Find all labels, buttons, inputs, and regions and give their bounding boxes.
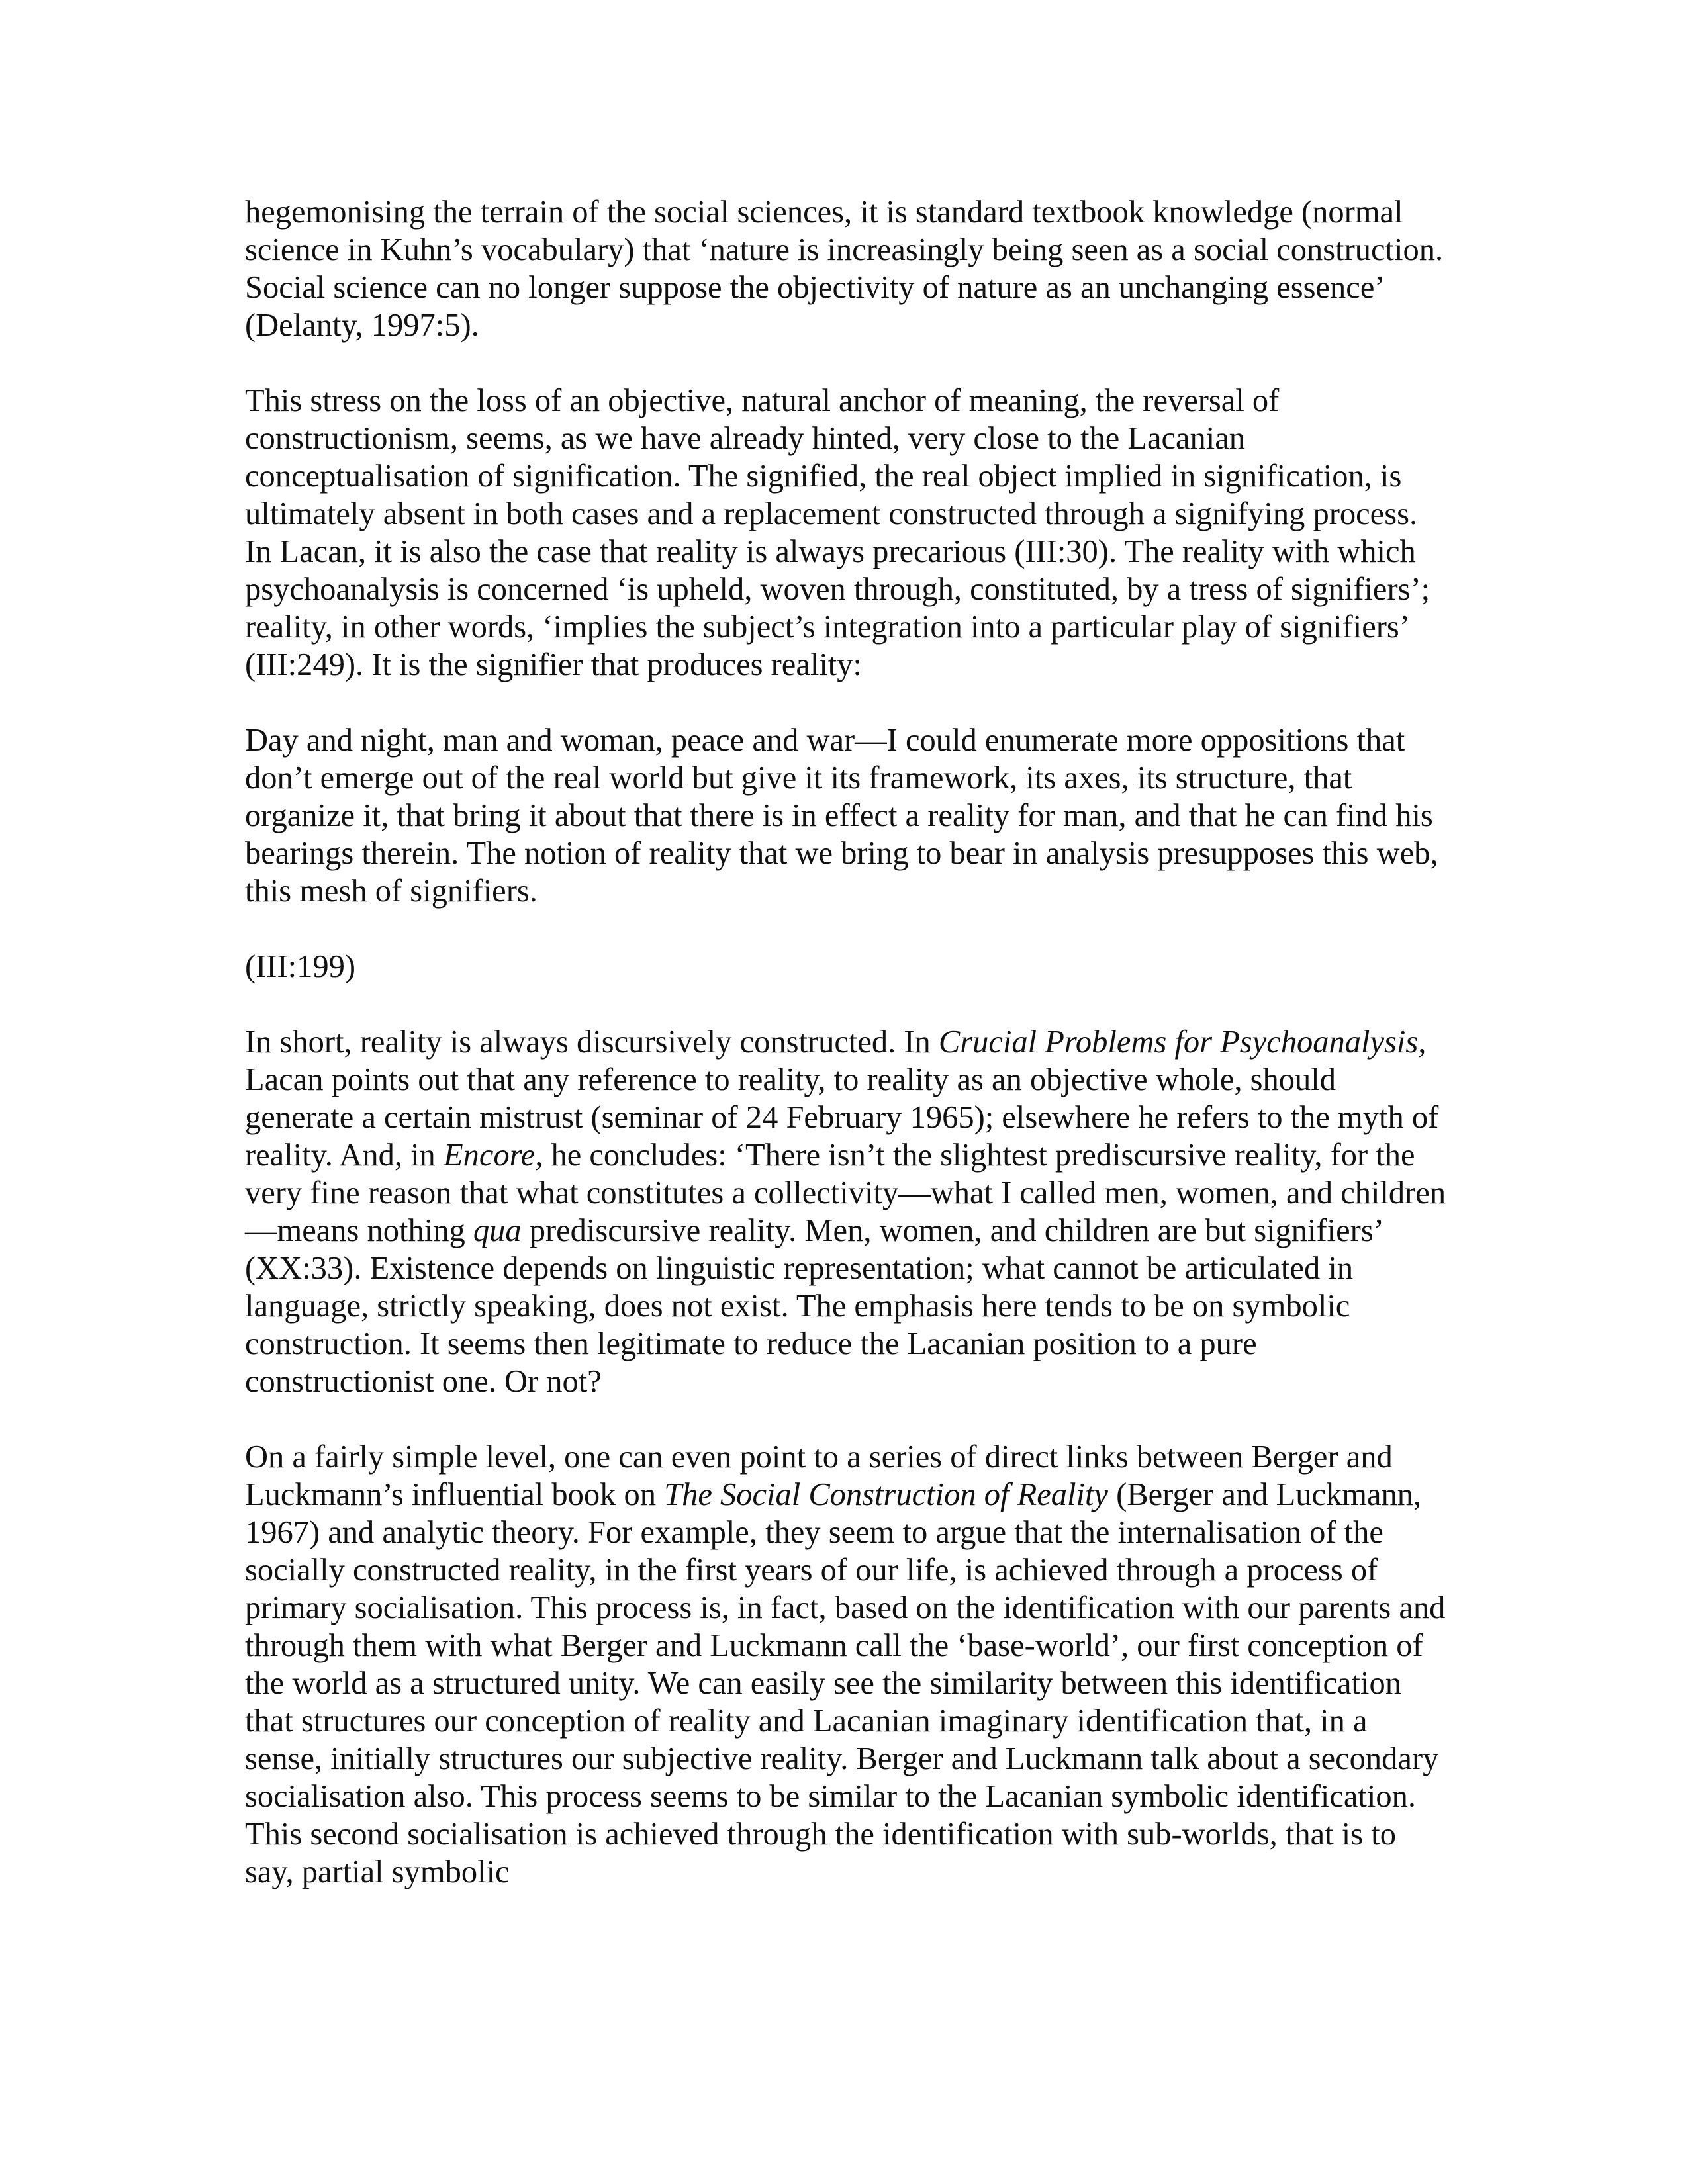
text-span: This stress on the loss of an objective, natural anchor of meaning, the reversal of constructionism, seems, as we have already hinted, very close to the Lacanian conceptualisation of signification. The signified, the real object implied in signification, is ultimately absent in both cases and a replacement constructed through a signifying process. In Lacan, it is also the case that reality is always precarious (III:30). The reality with which psychoanalysis is concerned ‘is upheld, woven through, constituted, by a tress of signifiers’; reality, in other words, ‘implies the subject’s integration into a particular play of signifiers’ (III:249). It is the signifier that produces reality:	[245, 383, 1430, 682]
block-quote	[245, 721, 1450, 910]
text-span: he concludes: ‘There isn’t the slightest prediscursive reality, for the very fine reason that what constitutes a collectivity—what I called men, women, and children—means nothing	[245, 1138, 1446, 1248]
text-span: prediscursive reality. Men, women, and children are but signifiers’ (XX:33). Existence depends on linguistic representation; what cannot be articulated in language, strictly speaking, does not exist. The emphasis here tends to be on symbolic construction. It seems then legitimate to reduce the Lacanian position to a pure constructionist one. Or not?	[245, 1213, 1382, 1399]
text-span: Lacan points out that any reference to reality, to reality as an objective whole, should generate a certain mistrust (seminar of 24 February 1965); elsewhere he refers to the myth of reality. And, in	[245, 1062, 1439, 1173]
citation-text: (III:199)	[245, 949, 355, 984]
paragraph-1	[245, 193, 1450, 344]
paragraph-2	[245, 382, 1450, 684]
paragraph-3	[245, 1023, 1450, 1400]
text-span: hegemonising the terrain of the social sciences, it is standard textbook knowledge (normal science in Kuhn’s vocabulary) that ‘nature is increasingly being seen as a social construction. Social science can no longer suppose the objectivity of nature as an unchanging essence’ (Delanty, 1997:5).	[245, 195, 1444, 343]
text-span: In short, reality is always discursively constructed. In	[245, 1024, 939, 1060]
text-span: On a fairly simple level, one can even point to a series of direct links between Berger and Luckmann’s influential book on	[245, 1439, 1393, 1512]
document-page	[245, 193, 1450, 1929]
quote-text: Day and night, man and woman, peace and war—I could enumerate more oppositions that don’t emerge out of the real world but give it its framework, its axes, its structure, that organize it, that bring it about that there is in effect a reality for man, and that he can find his bearings therein. The notion of reality that we bring to bear in analysis presupposes this web, this mesh of signifiers.	[245, 723, 1438, 909]
quote-citation	[245, 948, 1450, 985]
italic-title: Encore,	[443, 1138, 543, 1173]
italic-term: qua	[473, 1213, 522, 1248]
italic-title: The Social Construction of Reality	[664, 1477, 1108, 1512]
italic-title: Crucial Problems for Psychoanalysis,	[938, 1024, 1427, 1060]
paragraph-4	[245, 1438, 1450, 1891]
text-span: (Berger and Luckmann, 1967) and analytic theory. For example, they seem to argue that the internalisation of the socially constructed reality, in the first years of our life, is achieved through a process of primary socialisation. This process is, in fact, based on the identification with our parents and through them with what Berger and Luckmann call the ‘base-world’, our first conception of the world as a structured unity. We can easily see the similarity between this identification that structures our conception of reality and Lacanian imaginary identification that, in a sense, initially structures our subjective reality. Berger and Luckmann talk about a secondary socialisation also. This process seems to be similar to the Lacanian symbolic identification. This second socialisation is achieved through the identification with sub-worlds, that is to say, partial symbolic	[245, 1477, 1446, 1889]
